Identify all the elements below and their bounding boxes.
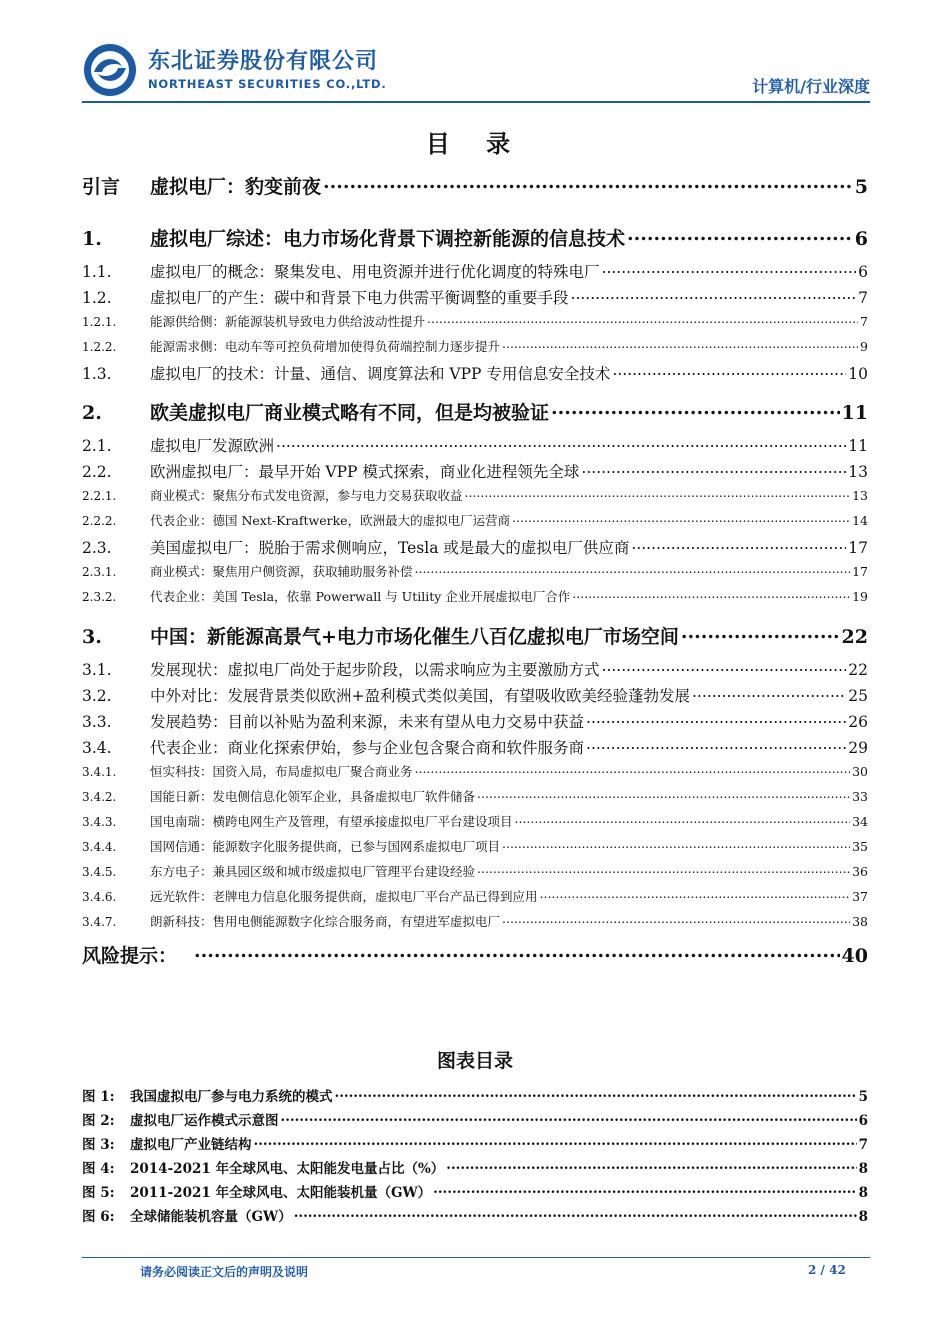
toc-entry-number: 3.4.1. bbox=[82, 765, 117, 779]
toc-entry-number: 3.2. bbox=[82, 687, 112, 705]
toc-entry-number: 2.3.1. bbox=[82, 565, 117, 579]
figure-page: 6 bbox=[858, 1113, 868, 1129]
leader-dots bbox=[690, 686, 846, 702]
toc-entry-number: 3.4.6. bbox=[82, 890, 117, 904]
page-indicator: 2 / 42 bbox=[808, 1263, 846, 1277]
toc-entry[interactable] bbox=[82, 941, 868, 977]
toc-entry-page: 7 bbox=[860, 314, 868, 329]
leader-dots bbox=[475, 864, 850, 877]
figure-entry[interactable] bbox=[82, 1205, 868, 1229]
toc-entry-title: 中外对比：发展背景类似欧洲+盈利模式类似美国，有望吸收欧美经验蓬勃发展 bbox=[150, 687, 690, 705]
toc-entry[interactable] bbox=[82, 260, 868, 286]
toc-entry[interactable] bbox=[82, 812, 868, 837]
figure-number: 图 5: bbox=[82, 1185, 115, 1201]
leader-dots bbox=[610, 364, 846, 380]
toc-entry-title: 国电南瑞：横跨电网生产及管理，有望承接虚拟电厂平台建设项目 bbox=[150, 814, 513, 829]
leader-dots bbox=[500, 339, 858, 352]
toc-entry-page: 17 bbox=[848, 539, 868, 557]
leader-dots bbox=[192, 943, 840, 962]
toc-entry-number: 引言 bbox=[82, 176, 121, 198]
leader-dots bbox=[431, 1184, 856, 1198]
toc-entry[interactable] bbox=[82, 622, 868, 658]
figure-page: 7 bbox=[858, 1137, 868, 1153]
toc-entry-title: 商业模式：聚焦分布式发电资源，参与电力交易获取收益 bbox=[150, 488, 463, 503]
toc-entry[interactable] bbox=[82, 912, 868, 937]
toc-entry-title: 欧美虚拟电厂商业模式略有不同，但是均被验证 bbox=[150, 402, 550, 424]
toc-entry[interactable] bbox=[82, 536, 868, 562]
figure-title: 虚拟电厂产业链结构 bbox=[130, 1137, 252, 1153]
leader-dots bbox=[625, 226, 853, 245]
leader-dots bbox=[600, 262, 857, 278]
company-logo-icon bbox=[82, 42, 138, 98]
toc-entry-title: 美国虚拟电厂：脱胎于需求侧响应，Tesla 或是最大的虚拟电厂供应商 bbox=[150, 539, 630, 557]
toc-entry[interactable] bbox=[82, 286, 868, 312]
toc-entry-title: 朗新科技：售用电侧能源数字化综合服务商，有望进军虚拟电厂 bbox=[150, 914, 501, 929]
toc-entry-title: 能源需求侧：电动车等可控负荷增加使得负荷端控制力逐步提升 bbox=[150, 339, 501, 354]
toc-entry-number: 3.4.4. bbox=[82, 840, 117, 854]
toc-entry-number: 1.1. bbox=[82, 263, 112, 281]
toc-entry-page: 22 bbox=[848, 661, 868, 679]
toc-entry-number: 1. bbox=[82, 228, 102, 250]
toc-entry[interactable] bbox=[82, 862, 868, 887]
leader-dots bbox=[279, 1112, 857, 1126]
toc-entry-title: 商业模式：聚焦用户侧资源，获取辅助服务补偿 bbox=[150, 564, 413, 579]
page-header bbox=[82, 38, 870, 100]
figure-title: 2011-2021 年全球风电、太阳能装机量（GW） bbox=[130, 1185, 432, 1201]
toc-entry-title: 虚拟电厂的产生：碳中和背景下电力供需平衡调整的重要手段 bbox=[150, 289, 569, 307]
leader-dots bbox=[463, 488, 851, 501]
figure-number: 图 6: bbox=[82, 1209, 115, 1225]
figure-title: 全球储能装机容量（GW） bbox=[130, 1209, 292, 1225]
figure-entry[interactable] bbox=[82, 1181, 868, 1205]
toc-entry-number: 2.2.2. bbox=[82, 514, 117, 528]
toc-entry-number: 3.1. bbox=[82, 661, 112, 679]
toc-entry-title: 虚拟电厂发源欧洲 bbox=[150, 437, 275, 455]
report-category: 计算机/行业深度 bbox=[752, 77, 870, 96]
toc-entry[interactable] bbox=[82, 587, 868, 612]
toc-entry[interactable] bbox=[82, 762, 868, 787]
leader-dots bbox=[538, 889, 851, 902]
toc-entry[interactable] bbox=[82, 787, 868, 812]
toc-entry[interactable] bbox=[82, 736, 868, 762]
leader-dots bbox=[413, 564, 851, 577]
toc-entry-number: 2. bbox=[82, 402, 102, 424]
leader-dots bbox=[252, 1136, 857, 1150]
toc-entry-page: 13 bbox=[852, 488, 868, 503]
toc-entry-title: 远光软件：老牌电力信息化服务提供商，虚拟电厂平台产品已得到应用 bbox=[150, 889, 538, 904]
toc-entry[interactable] bbox=[82, 562, 868, 587]
leader-dots bbox=[292, 1208, 857, 1222]
leader-dots bbox=[413, 764, 851, 777]
figure-title: 虚拟电厂运作模式示意图 bbox=[130, 1113, 279, 1129]
toc-entry-page: 26 bbox=[848, 713, 868, 731]
toc-entry-number: 3.4. bbox=[82, 739, 112, 757]
toc-entry[interactable] bbox=[82, 710, 868, 736]
toc-entry-number: 1.3. bbox=[82, 365, 112, 383]
toc-entry-page: 25 bbox=[848, 687, 868, 705]
toc-entry-page: 13 bbox=[848, 463, 868, 481]
toc-entry-title: 虚拟电厂的技术：计量、通信、调度算法和 VPP 专用信息安全技术 bbox=[150, 365, 611, 383]
toc-entry-title: 恒实科技：国资入局，布局虚拟电厂聚合商业务 bbox=[150, 764, 413, 779]
leader-dots bbox=[274, 436, 846, 452]
toc-entry-number: 2.3. bbox=[82, 539, 112, 557]
toc-entry-page: 5 bbox=[854, 176, 868, 198]
toc-entry-title: 代表企业：商业化探索伊始，参与企业包含聚合商和软件服务商 bbox=[150, 739, 585, 757]
toc-entry-title: 虚拟电厂的概念：聚集发电、用电资源并进行优化调度的特殊电厂 bbox=[150, 263, 600, 281]
toc-entry[interactable] bbox=[82, 460, 868, 486]
leader-dots bbox=[513, 814, 851, 827]
toc-entry-number: 2.2. bbox=[82, 463, 112, 481]
leader-dots bbox=[679, 624, 840, 643]
toc-entry-title: 中国：新能源高景气+电力市场化催生八百亿虚拟电厂市场空间 bbox=[150, 626, 679, 648]
footer-disclaimer: 请务必阅读正文后的声明及说明 bbox=[140, 1265, 309, 1279]
toc-entry-number: 2.2.1. bbox=[82, 489, 117, 503]
toc-entry-page: 17 bbox=[852, 564, 868, 579]
footer-divider bbox=[82, 1257, 870, 1258]
leader-dots bbox=[584, 712, 846, 728]
toc-entry-page: 37 bbox=[852, 889, 868, 904]
toc-entry-number: 2.1. bbox=[82, 437, 112, 455]
leader-dots bbox=[321, 174, 853, 193]
figure-number: 图 2: bbox=[82, 1113, 115, 1129]
toc-entry-page: 11 bbox=[848, 437, 868, 455]
figure-number: 图 1: bbox=[82, 1089, 115, 1105]
toc-entry-number: 1.2. bbox=[82, 289, 112, 307]
leader-dots bbox=[629, 538, 846, 554]
figures-list-title: 图表目录 bbox=[436, 1050, 513, 1072]
figure-number: 图 3: bbox=[82, 1137, 115, 1153]
toc-entry-page: 40 bbox=[841, 945, 868, 967]
toc-entry[interactable] bbox=[82, 837, 868, 862]
toc-entry-title: 代表企业：美国 Tesla，依靠 Powerwall 与 Utility 企业开展虚拟电厂合作 bbox=[150, 589, 571, 604]
toc-entry-page: 34 bbox=[852, 814, 868, 829]
toc-entry-page: 11 bbox=[841, 402, 868, 424]
figure-number: 图 4: bbox=[82, 1161, 115, 1177]
toc-entry-page: 6 bbox=[854, 228, 868, 250]
toc-entry-number: 2.3.2. bbox=[82, 590, 117, 604]
toc-entry-page: 38 bbox=[852, 914, 868, 929]
leader-dots bbox=[579, 462, 846, 478]
header-divider bbox=[82, 101, 870, 103]
figure-page: 8 bbox=[858, 1185, 868, 1201]
figure-page: 8 bbox=[858, 1161, 868, 1177]
page-title: 目 录 bbox=[425, 129, 525, 158]
toc-entry[interactable] bbox=[82, 684, 868, 710]
leader-dots bbox=[569, 288, 857, 304]
toc-entry-number: 1.2.2. bbox=[82, 340, 117, 354]
figures-list bbox=[82, 1085, 868, 1229]
toc-entry[interactable] bbox=[82, 337, 868, 362]
toc-entry-title: 国网信通：能源数字化服务提供商，已参与国网系虚拟电厂项目 bbox=[150, 839, 501, 854]
toc-entry-page: 22 bbox=[841, 626, 868, 648]
leader-dots bbox=[549, 400, 840, 419]
toc-entry-title: 东方电子：兼具园区级和城市级虚拟电厂管理平台建设经验 bbox=[150, 864, 476, 879]
toc-entry[interactable] bbox=[82, 224, 868, 260]
toc-entry-title: 能源供给侧：新能源装机导致电力供给波动性提升 bbox=[150, 314, 426, 329]
toc-entry-title: 国能日新：发电侧信息化领军企业，具备虚拟电厂软件储备 bbox=[150, 789, 476, 804]
toc-entry-page: 30 bbox=[852, 764, 868, 779]
toc-entry-title: 欧洲虚拟电厂：最早开始 VPP 模式探索，商业化进程领先全球 bbox=[150, 463, 580, 481]
toc-entry-number: 3.3. bbox=[82, 713, 112, 731]
figure-entry[interactable] bbox=[82, 1157, 868, 1181]
toc-entry-page: 36 bbox=[852, 864, 868, 879]
figure-entry[interactable] bbox=[82, 1133, 868, 1157]
toc-entry-number: 3.4.7. bbox=[82, 915, 117, 929]
toc-entry-title: 虚拟电厂综述：电力市场化背景下调控新能源的信息技术 bbox=[150, 228, 626, 250]
toc-entry-title: 发展现状：虚拟电厂尚处于起步阶段，以需求响应为主要激励方式 bbox=[150, 661, 600, 679]
leader-dots bbox=[600, 660, 847, 676]
toc-entry-number: 风险提示： bbox=[82, 945, 178, 967]
toc-entry-number: 3. bbox=[82, 626, 102, 648]
toc-entry[interactable] bbox=[82, 434, 868, 460]
toc-entry[interactable] bbox=[82, 887, 868, 912]
toc-entry[interactable] bbox=[82, 312, 868, 337]
figure-page: 5 bbox=[858, 1089, 868, 1105]
toc-entry-page: 14 bbox=[852, 513, 868, 528]
table-of-contents bbox=[82, 170, 868, 977]
toc-entry-title: 代表企业：德国 Next-Kraftwerke，欧洲最大的虚拟电厂运营商 bbox=[150, 513, 511, 528]
leader-dots bbox=[570, 589, 850, 602]
leader-dots bbox=[475, 789, 850, 802]
leader-dots bbox=[510, 513, 850, 526]
toc-entry-page: 6 bbox=[858, 263, 868, 281]
figure-title: 2014-2021 年全球风电、太阳能发电量占比（%） bbox=[130, 1161, 445, 1177]
toc-entry-title: 虚拟电厂：豹变前夜 bbox=[150, 176, 322, 198]
toc-entry[interactable] bbox=[82, 172, 868, 206]
figure-page: 8 bbox=[858, 1209, 868, 1225]
toc-entry-title: 发展趋势：目前以补贴为盈利来源，未来有望从电力交易中获益 bbox=[150, 713, 585, 731]
toc-entry[interactable] bbox=[82, 486, 868, 511]
toc-entry-number: 1.2.1. bbox=[82, 315, 117, 329]
brand-name-en: NORTHEAST SECURITIES CO.,LTD. bbox=[148, 77, 387, 91]
leader-dots bbox=[444, 1160, 856, 1174]
toc-entry[interactable] bbox=[82, 658, 868, 684]
brand-name-cn: 东北证券股份有限公司 bbox=[148, 49, 379, 74]
toc-entry-page: 19 bbox=[852, 589, 868, 604]
toc-entry-number: 3.4.2. bbox=[82, 790, 117, 804]
toc-entry[interactable] bbox=[82, 398, 868, 434]
toc-entry[interactable] bbox=[82, 511, 868, 536]
figure-title: 我国虚拟电厂参与电力系统的模式 bbox=[130, 1089, 333, 1105]
leader-dots bbox=[500, 839, 850, 852]
leader-dots bbox=[500, 914, 850, 927]
leader-dots bbox=[333, 1088, 857, 1102]
toc-entry-page: 35 bbox=[852, 839, 868, 854]
leader-dots bbox=[584, 738, 846, 754]
figure-entry[interactable] bbox=[82, 1085, 868, 1109]
leader-dots bbox=[425, 314, 858, 327]
figure-entry[interactable] bbox=[82, 1109, 868, 1133]
toc-entry-page: 7 bbox=[858, 289, 868, 307]
toc-entry[interactable] bbox=[82, 362, 868, 388]
toc-entry-page: 9 bbox=[860, 339, 868, 354]
toc-entry-number: 3.4.5. bbox=[82, 865, 117, 879]
toc-entry-number: 3.4.3. bbox=[82, 815, 117, 829]
toc-entry-page: 10 bbox=[848, 365, 868, 383]
toc-entry-page: 29 bbox=[848, 739, 868, 757]
toc-entry-page: 33 bbox=[852, 789, 868, 804]
